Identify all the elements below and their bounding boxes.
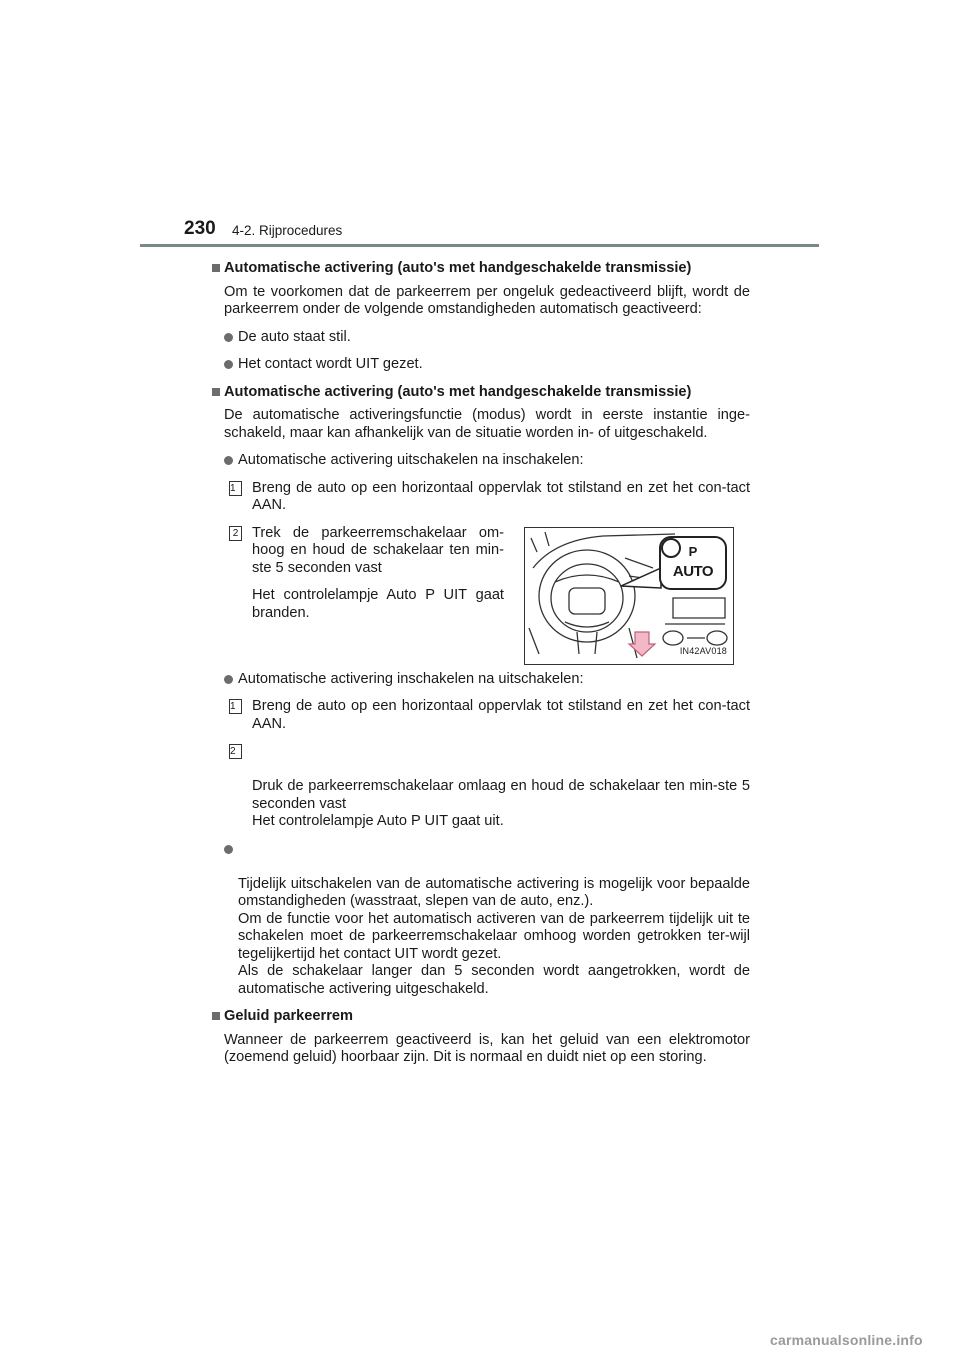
step-number-badge: 2 (229, 526, 242, 541)
heading-auto-activation-1: Automatische activering (auto's met handgeschakelde transmissie) (212, 260, 750, 278)
step-text: Trek de parkeerremschakelaar om-hoog en houd de schakelaar ten min-ste 5 seconden vast Het controlelampje Auto P UIT gaat branden. (252, 524, 504, 621)
paragraph-auto-activation-intro: Om te voorkomen dat de parkeerrem per ongeluk gedeactiveerd blijft, wordt de parkeerrem onder de volgende omstandigheden automatisch geactiveerd: (224, 283, 750, 317)
paragraph-auto-activation-mode: De automatische activeringsfunctie (modus) wordt in eerste instantie inge-schakeld, maar kan afhankelijk van de situatie worden in- of uitgeschakeld. (224, 407, 750, 441)
round-bullet-icon (224, 333, 233, 342)
header-rule (140, 244, 819, 247)
bullet-item: Tijdelijk uitschakelen van de automatische activering is mogelijk voor bepaalde omstandigheden (wasstraat, slepen van de auto, enz.). Om de functie voor het automatisch activeren van de parkeerrem tijdelijk uit te schakelen moet de parkeerremschakelaar omhoog worden getrokken ter-wijl tegelijkertijd het contact UIT wordt gezet. Als de schakelaar langer dan 5 seconden wordt aangetrokken, wordt de automatische activering uitgeschakeld. (212, 841, 750, 999)
step-number-badge: 2 (229, 744, 242, 759)
page-content (212, 260, 750, 1077)
round-bullet-icon (224, 456, 233, 465)
round-bullet-icon (224, 675, 233, 684)
heading-parking-brake-sound: Geluid parkeerrem (212, 1008, 750, 1026)
square-bullet-icon (212, 264, 220, 272)
heading-auto-activation-2: Automatische activering (auto's met handgeschakelde transmissie) (212, 384, 750, 402)
bullet-item: Automatische activering uitschakelen na inschakelen: (212, 452, 750, 470)
step-item: 1 Breng de auto op een horizontaal oppervlak tot stilstand en zet het con-tact AAN. (230, 698, 750, 732)
step-item: 2 Druk de parkeerremschakelaar omlaag en houd de schakelaar ten min-ste 5 seconden vast Het controlelampje Auto P UIT gaat uit. (230, 746, 750, 829)
round-bullet-icon (224, 360, 233, 369)
step-number-badge: 1 (229, 699, 242, 714)
icon-p-label: P (688, 543, 698, 559)
step-item: 1 Breng de auto op een horizontaal oppervlak tot stilstand en zet het con-tact AAN. (230, 479, 750, 513)
bullet-item: De auto staat stil. (212, 329, 750, 347)
auto-p-indicator-icon (659, 536, 727, 590)
square-bullet-icon (212, 388, 220, 396)
section-title: 4-2. Rijprocedures (232, 223, 343, 238)
round-bullet-icon (224, 845, 233, 854)
step-with-figure (212, 525, 750, 663)
footer-watermark: carmanualsonline.info (770, 1332, 923, 1348)
page-number: 230 (184, 218, 216, 239)
square-bullet-icon (212, 1012, 220, 1020)
figure-code: IN42AV018 (679, 646, 727, 656)
step-number-badge: 1 (229, 481, 242, 496)
icon-auto-label: AUTO (672, 562, 714, 580)
bullet-item: Het contact wordt UIT gezet. (212, 356, 750, 374)
bullet-item: Automatische activering inschakelen na uitschakelen: (212, 671, 750, 689)
paragraph-parking-brake-sound: Wanneer de parkeerrem geactiveerd is, kan het geluid van een elektromotor (zoemend geluid) hoorbaar zijn. Dit is normaal en duidt niet op een storing. (224, 1031, 750, 1065)
p-circle-icon (661, 538, 681, 558)
parking-brake-figure (524, 527, 734, 665)
